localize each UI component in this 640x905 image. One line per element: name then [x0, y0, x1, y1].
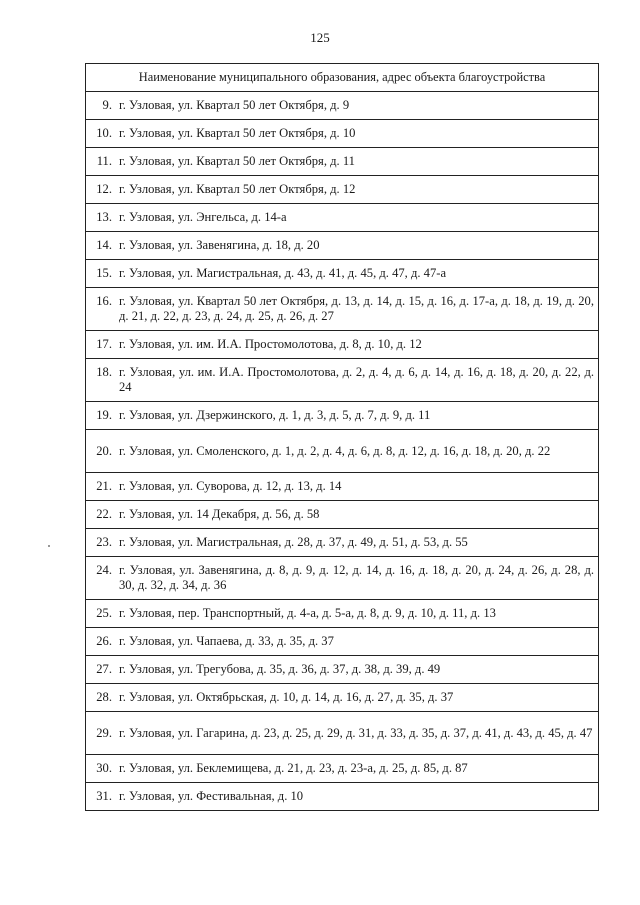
- table-body: [86, 92, 599, 811]
- table-cell: [86, 755, 599, 783]
- row-content: [90, 365, 594, 395]
- table-cell: [86, 260, 599, 288]
- table-row: [86, 232, 599, 260]
- row-address: г. Узловая, ул. им. И.А. Простомолотова, д. 8, д. 10, д. 12: [119, 337, 422, 351]
- row-address: г. Узловая, ул. 14 Декабря, д. 56, д. 58: [119, 507, 320, 521]
- table-cell: [86, 232, 599, 260]
- row-content: [90, 535, 594, 550]
- row-content: [90, 634, 594, 649]
- table-cell: [86, 148, 599, 176]
- table-cell: [86, 557, 599, 600]
- table-cell: [86, 501, 599, 529]
- table-row: [86, 529, 599, 557]
- table-cell: [86, 359, 599, 402]
- table-cell: [86, 473, 599, 501]
- row-address: г. Узловая, ул. им. И.А. Простомолотова, д. 2, д. 4, д. 6, д. 14, д. 16, д. 18, д. 20, д. 22, д. 24: [119, 365, 594, 394]
- row-address: г. Узловая, ул. Магистральная, д. 28, д. 37, д. 49, д. 51, д. 53, д. 55: [119, 535, 468, 549]
- table-row: [86, 359, 599, 402]
- row-content: [90, 210, 594, 225]
- table-row: [86, 557, 599, 600]
- row-content: [90, 507, 594, 522]
- row-content: [90, 479, 594, 494]
- row-address: г. Узловая, ул. Квартал 50 лет Октября, д. 13, д. 14, д. 15, д. 16, д. 17-а, д. 18, д. 19, д. 20, д. 21, д. 22, д. 23, д. 24, д. 25, д. 26, д. 27: [119, 294, 594, 323]
- addresses-table: [85, 63, 599, 811]
- table-row: [86, 712, 599, 755]
- table-cell: [86, 783, 599, 811]
- table-row: [86, 600, 599, 628]
- row-address: г. Узловая, ул. Квартал 50 лет Октября, д. 9: [119, 98, 350, 112]
- row-content: [90, 98, 594, 113]
- table-cell: [86, 120, 599, 148]
- table-header: Наименование муниципального образования, адрес объекта благоустройства: [86, 64, 599, 92]
- row-content: [90, 444, 594, 459]
- row-address: г. Узловая, ул. Энгельса, д. 14-а: [119, 210, 287, 224]
- row-number: 20.: [96, 443, 112, 458]
- table-row: [86, 656, 599, 684]
- row-number: 14.: [96, 238, 112, 252]
- table-row: [86, 501, 599, 529]
- row-content: [90, 266, 594, 281]
- table-cell: [86, 430, 599, 473]
- row-number: 30.: [96, 761, 112, 775]
- table-row: [86, 331, 599, 359]
- row-number: 22.: [96, 507, 112, 521]
- row-content: [90, 182, 594, 197]
- table-cell: [86, 288, 599, 331]
- table-cell: [86, 656, 599, 684]
- table-cell: [86, 529, 599, 557]
- row-address: г. Узловая, ул. Смоленского, д. 1, д. 2, д. 4, д. 6, д. 8, д. 12, д. 16, д. 18, д. 20, д. 22: [119, 443, 551, 458]
- row-address: г. Узловая, ул. Завенягина, д. 8, д. 9, д. 12, д. 14, д. 16, д. 18, д. 20, д. 24, д. 26, д. 28, д. 30, д. 32, д. 34, д. 36: [119, 563, 594, 592]
- row-number: 26.: [96, 634, 112, 648]
- row-content: [90, 126, 594, 141]
- row-content: [90, 294, 594, 324]
- table-row: [86, 402, 599, 430]
- table-row: [86, 120, 599, 148]
- row-content: [90, 662, 594, 677]
- table-row: [86, 148, 599, 176]
- row-number: 29.: [96, 725, 112, 740]
- row-number: 11.: [96, 154, 112, 168]
- row-content: [90, 563, 594, 593]
- row-address: г. Узловая, ул. Суворова, д. 12, д. 13, д. 14: [119, 479, 342, 493]
- page-number: 125: [310, 30, 330, 45]
- row-number: 9.: [102, 98, 112, 112]
- table-cell: [86, 204, 599, 232]
- row-number: 10.: [96, 126, 112, 140]
- row-number: 25.: [96, 606, 112, 620]
- row-number: 31.: [96, 789, 112, 803]
- row-content: [90, 690, 594, 705]
- row-number: 24.: [96, 563, 112, 577]
- row-number: 18.: [96, 365, 112, 379]
- row-address: г. Узловая, ул. Завенягина, д. 18, д. 20: [119, 238, 320, 252]
- row-number: 17.: [96, 337, 112, 351]
- row-number: 27.: [96, 662, 112, 676]
- table-row: [86, 783, 599, 811]
- table-row: [86, 684, 599, 712]
- row-address: г. Узловая, ул. Беклемищева, д. 21, д. 23, д. 23-а, д. 25, д. 85, д. 87: [119, 761, 468, 775]
- row-content: [90, 761, 594, 776]
- table-row: [86, 755, 599, 783]
- row-number: 13.: [96, 210, 112, 224]
- table-row: [86, 204, 599, 232]
- row-number: 12.: [96, 182, 112, 196]
- table-cell: [86, 331, 599, 359]
- row-address: г. Узловая, ул. Магистральная, д. 43, д. 41, д. 45, д. 47, д. 47-а: [119, 266, 447, 280]
- row-content: [90, 726, 594, 741]
- table-row: [86, 176, 599, 204]
- table-cell: [86, 402, 599, 430]
- row-address: г. Узловая, ул. Фестивальная, д. 10: [119, 789, 304, 803]
- scan-speck: [48, 545, 50, 547]
- row-number: 19.: [96, 408, 112, 422]
- row-number: 15.: [96, 266, 112, 280]
- row-address: г. Узловая, ул. Трегубова, д. 35, д. 36, д. 37, д. 38, д. 39, д. 49: [119, 662, 441, 676]
- row-address: г. Узловая, ул. Дзержинского, д. 1, д. 3, д. 5, д. 7, д. 9, д. 11: [119, 408, 431, 422]
- table-cell: [86, 628, 599, 656]
- row-address: г. Узловая, ул. Чапаева, д. 33, д. 35, д. 37: [119, 634, 334, 648]
- table-cell: [86, 600, 599, 628]
- row-number: 28.: [96, 690, 112, 704]
- table-row: [86, 473, 599, 501]
- row-number: 23.: [96, 535, 112, 549]
- row-address: г. Узловая, ул. Квартал 50 лет Октября, д. 11: [119, 154, 355, 168]
- table-cell: [86, 176, 599, 204]
- row-number: 16.: [96, 294, 112, 308]
- table-cell: [86, 92, 599, 120]
- table-cell: [86, 684, 599, 712]
- table-cell: [86, 712, 599, 755]
- table-row: [86, 288, 599, 331]
- row-address: г. Узловая, ул. Квартал 50 лет Октября, д. 12: [119, 182, 356, 196]
- table-row: [86, 92, 599, 120]
- row-address: г. Узловая, ул. Гагарина, д. 23, д. 25, д. 29, д. 31, д. 33, д. 35, д. 37, д. 41, д. 43, д. 45, д. 47: [119, 725, 593, 740]
- table-row: [86, 430, 599, 473]
- row-content: [90, 238, 594, 253]
- table-row: [86, 628, 599, 656]
- row-address: г. Узловая, пер. Транспортный, д. 4-а, д. 5-а, д. 8, д. 9, д. 10, д. 11, д. 13: [119, 606, 496, 620]
- row-number: 21.: [96, 479, 112, 493]
- table-row: [86, 260, 599, 288]
- row-content: [90, 337, 594, 352]
- table-header-row: [86, 64, 599, 92]
- row-address: г. Узловая, ул. Октябрьская, д. 10, д. 14, д. 16, д. 27, д. 35, д. 37: [119, 690, 454, 704]
- row-content: [90, 154, 594, 169]
- row-content: [90, 408, 594, 423]
- row-content: [90, 789, 594, 804]
- row-address: г. Узловая, ул. Квартал 50 лет Октября, д. 10: [119, 126, 356, 140]
- row-content: [90, 606, 594, 621]
